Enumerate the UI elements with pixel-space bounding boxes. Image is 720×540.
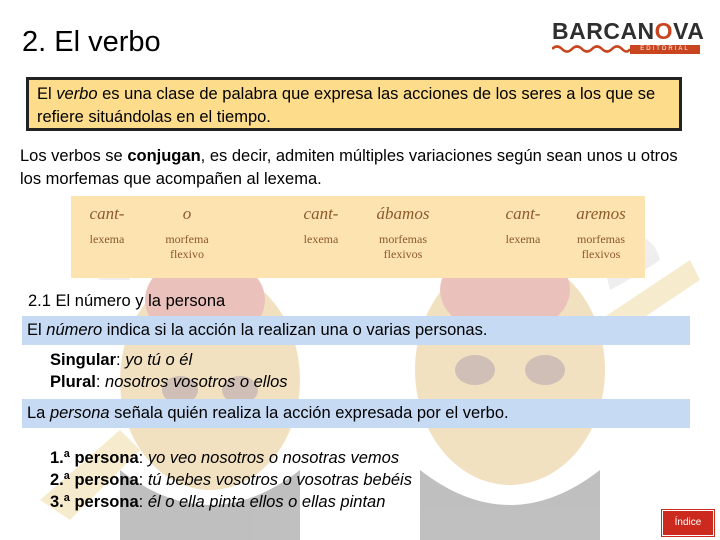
index-button[interactable]: Índice [662, 510, 714, 536]
list-item: 2.ª persona: tú bebes vosotros o vosotras bebéis [50, 471, 412, 489]
morpheme-text: aremos [576, 204, 626, 223]
logo-subtitle: EDITORIAL [630, 45, 700, 54]
morpheme-label: morfema [165, 232, 209, 246]
list-item: 3.ª persona: él o ella pinta ellos o ellas pintan [50, 493, 386, 511]
morpheme-label: flexivo [170, 247, 204, 261]
morpheme-text: ábamos [376, 204, 430, 223]
numero-list [50, 349, 288, 393]
page-title: 2. El verbo [22, 26, 161, 58]
morpheme-text: o [182, 204, 192, 223]
list-item: Plural: nosotros vosotros o ellos [50, 373, 288, 391]
list-item: 1.ª persona: yo veo nosotros o nosotras vemos [50, 449, 400, 467]
numero-definition: El número indica si la acción la realizan una o varias personas. [22, 316, 690, 345]
morpheme-label: flexivos [383, 247, 423, 261]
definition-term: verbo [56, 85, 98, 103]
lexeme-label: lexema [89, 232, 125, 246]
lexeme-text: cant- [303, 204, 339, 223]
definition-box: El verbo es una clase de palabra que expresa las acciones de los seres a los que se refiere situándolas en el tiempo. [26, 77, 682, 131]
barcanova-logo [552, 18, 705, 54]
morphology-panel [71, 196, 645, 278]
logo-wordmark: BARCANOVA [552, 18, 705, 44]
lexeme-label: lexema [303, 232, 339, 246]
morpheme-label: flexivos [581, 247, 621, 261]
lexeme-label: lexema [505, 232, 541, 246]
lexeme-text: cant- [505, 204, 541, 223]
logo-wave-icon [552, 44, 630, 54]
persona-list [50, 447, 412, 513]
morpheme-label: morfemas [379, 232, 427, 246]
list-item: Singular: yo tú o él [50, 351, 193, 369]
intro-keyword: conjugan [127, 147, 201, 165]
morpheme-label: morfemas [577, 232, 625, 246]
lexeme-text: cant- [89, 204, 125, 223]
persona-definition: La persona señala quién realiza la acción expresada por el verbo. [22, 399, 690, 428]
section-heading: 2.1 El número y la persona [28, 292, 226, 310]
intro-paragraph: Los verbos se conjugan, es decir, admiten múltiples variaciones según sean unos u otros los morfemas que acompañen al lexema. [20, 147, 678, 188]
